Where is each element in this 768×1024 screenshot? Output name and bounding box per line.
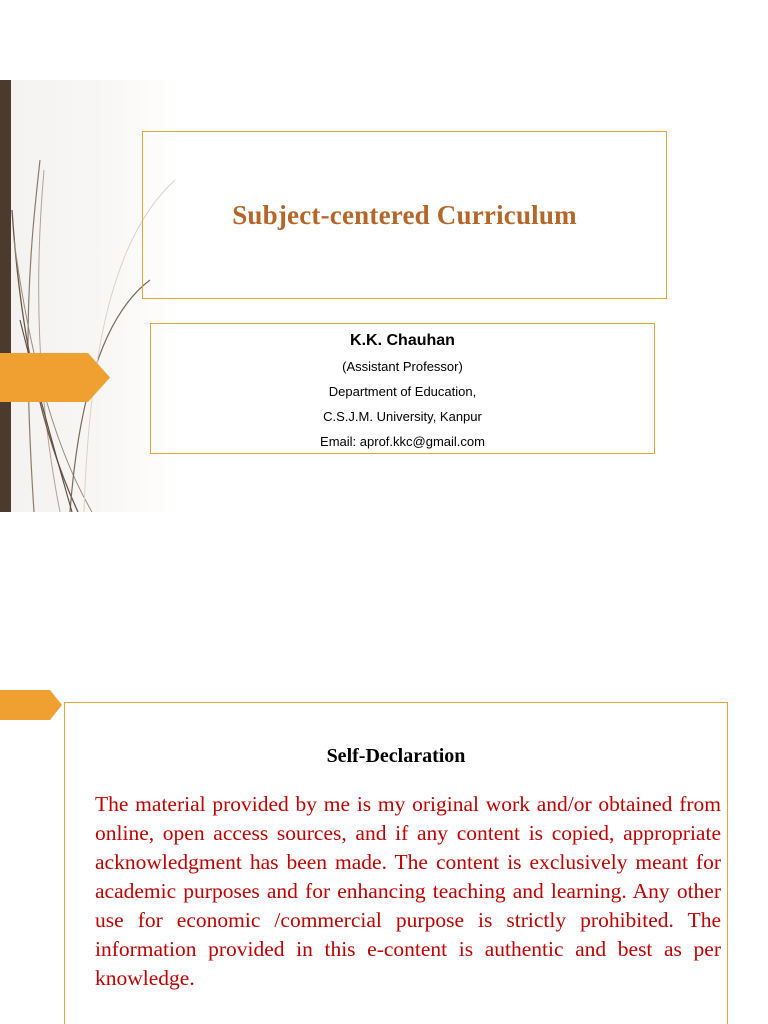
- declaration-heading: Self-Declaration: [326, 745, 466, 767]
- author-info-box: [150, 323, 655, 454]
- left-accent-bar: [0, 80, 11, 512]
- orange-arrow-shape: [0, 690, 62, 720]
- author-department: Department of Education,: [328, 384, 477, 399]
- slide-title: Subject-centered Curriculum: [232, 199, 577, 230]
- declaration-box: [64, 702, 728, 1024]
- orange-arrow-shape: [0, 353, 110, 402]
- title-box: [142, 131, 667, 299]
- author-university: C.S.J.M. University, Kanpur: [323, 409, 482, 424]
- declaration-slide: [0, 512, 768, 1024]
- author-name: K.K. Chauhan: [350, 332, 455, 349]
- author-role: (Assistant Professor): [342, 359, 463, 374]
- author-email: Email: aprof.kkc@gmail.com: [320, 434, 485, 449]
- declaration-text: The material provided by me is my original work and/or obtained from online, open access sources, and if any content is copied, appropriate acknowledgment has been made. The content is exclusively meant for academic purposes and for enhancing teaching and learning. Any other use for economic /commercial purpose is strictly prohibited. The information provided in this e-content is authentic and best as per knowledge.: [95, 792, 721, 990]
